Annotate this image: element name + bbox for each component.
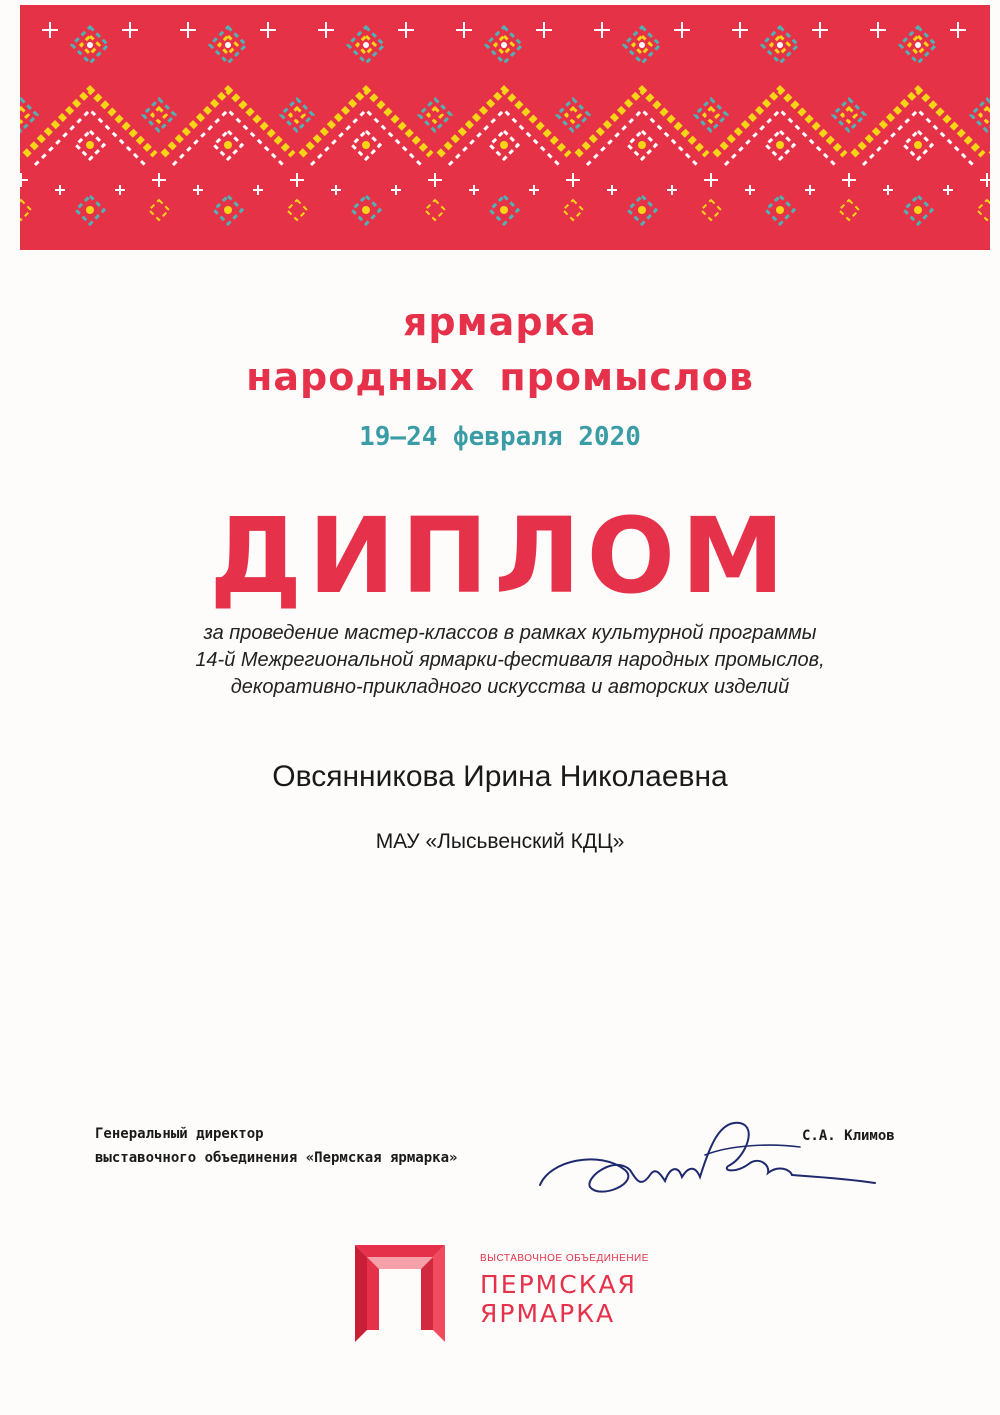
event-title-line1: ярмарка — [403, 300, 597, 344]
recipient-organization: МАУ «Лысьвенский КДЦ» — [375, 830, 625, 853]
event-title-line2: народных промыслов — [246, 355, 754, 399]
logo-wordmark — [480, 1270, 637, 1328]
logo-wordmark-line: ПЕРМСКАЯ — [480, 1270, 637, 1299]
signatory-title-line: выставочного объединения «Пермская ярмарка» — [95, 1150, 458, 1166]
recipient-name: Овсянникова Ирина Николаевна — [272, 760, 728, 793]
reason-line: за проведение мастер-классов в рамках культурной программы — [203, 622, 817, 644]
folk-ornament-banner — [20, 5, 990, 250]
reason-line: 14-й Межрегиональной ярмарки-фестиваля народных промыслов, — [195, 649, 825, 671]
reason-line: декоративно-прикладного искусства и авторских изделий — [230, 676, 790, 698]
handwritten-signature — [530, 1115, 890, 1215]
logo-caption: ВЫСТАВОЧНОЕ ОБЪЕДИНЕНИЕ — [480, 1253, 649, 1264]
event-dates: 19–24 февраля 2020 — [359, 422, 641, 452]
signatory-title — [95, 1122, 457, 1170]
perm-fair-logo-icon — [355, 1245, 445, 1342]
ornament-pattern — [20, 5, 990, 250]
signatory-name: С.А. Климов — [802, 1128, 895, 1144]
logo-wordmark-line: ЯРМАРКА — [480, 1299, 616, 1328]
document-title: ДИПЛОМ — [209, 495, 791, 617]
signatory-title-line: Генеральный директор — [95, 1126, 264, 1142]
award-reason — [100, 620, 920, 701]
